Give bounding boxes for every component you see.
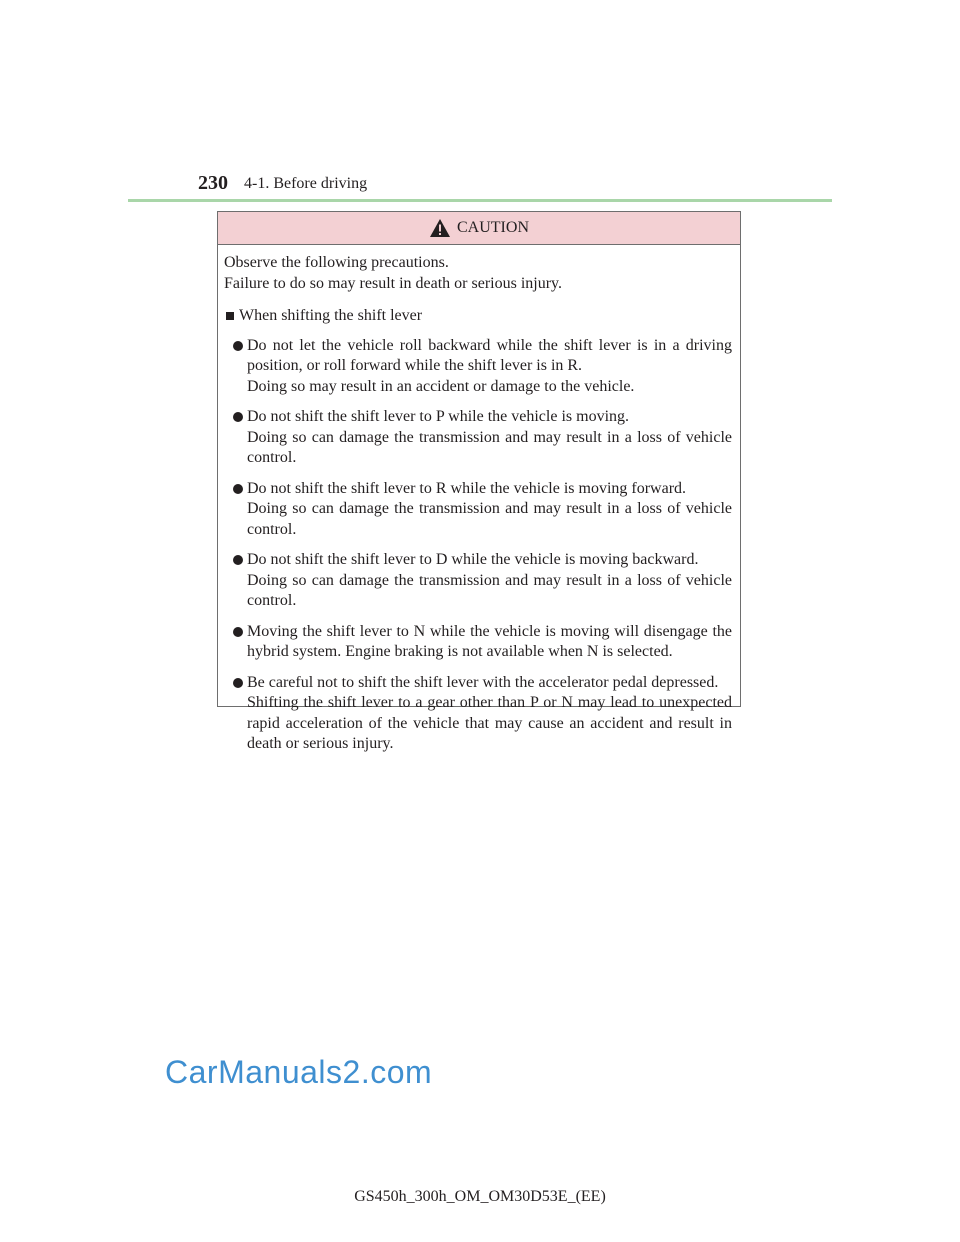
bullet-text: Doing so can damage the transmission and may result in a loss of vehicle control. <box>247 571 732 609</box>
watermark-link[interactable]: CarManuals2.com <box>165 1054 433 1090</box>
bullet-text: Be careful not to shift the shift lever with the accelerator pedal depressed. <box>247 673 719 691</box>
header-divider <box>128 199 832 202</box>
caution-header <box>218 212 740 245</box>
bullet-text: Do not let the vehicle roll backward while the shift lever is in a driving position, or roll forward while the shift lever is in R. <box>247 336 732 374</box>
list-item <box>247 479 734 541</box>
bullet-text: Doing so can damage the transmission and may result in a loss of vehicle control. <box>247 428 732 466</box>
list-item <box>247 336 734 398</box>
footer-code: GS450h_300h_OM_OM30D53E_(EE) <box>354 1188 606 1205</box>
caution-intro <box>224 253 734 294</box>
section-title: 4-1. Before driving <box>244 175 368 192</box>
caution-box <box>217 211 741 752</box>
list-item <box>247 550 734 612</box>
intro-line: Observe the following precautions. <box>224 254 449 271</box>
caution-body <box>218 245 740 755</box>
caution-subheading <box>224 306 734 327</box>
bullet-text: Do not shift the shift lever to R while the vehicle is moving forward. <box>247 479 687 497</box>
list-item <box>247 407 734 469</box>
subheading-text: When shifting the shift lever <box>239 307 423 324</box>
caution-title: CAUTION <box>457 219 529 236</box>
bullet-dot-icon <box>233 412 243 422</box>
bullet-text: Moving the shift lever to N while the vehicle is moving will disengage the hybrid system. Engine braking is not available when N is selected. <box>247 622 732 660</box>
square-bullet-icon <box>226 312 234 320</box>
bullet-dot-icon <box>233 678 243 688</box>
bullet-dot-icon <box>233 555 243 565</box>
list-item <box>247 622 734 663</box>
bullet-text: Do not shift the shift lever to P while the vehicle is moving. <box>247 408 630 425</box>
list-item <box>247 673 734 755</box>
page-number: 230 <box>198 172 228 194</box>
bullet-text: Doing so may result in an accident or damage to the vehicle. <box>247 377 635 395</box>
bullet-dot-icon <box>233 341 243 351</box>
bullet-dot-icon <box>233 627 243 637</box>
caution-list <box>224 336 734 755</box>
bullet-text: Doing so can damage the transmission and may result in a loss of vehicle control. <box>247 500 732 538</box>
warning-triangle-icon <box>429 218 451 238</box>
bullet-text: Do not shift the shift lever to D while the vehicle is moving backward. <box>247 551 699 568</box>
bullet-dot-icon <box>233 484 243 494</box>
bullet-text: Shifting the shift lever to a gear other than P or N may lead to unexpected rapid acceleration of the vehicle that may cause an accident and result in death or serious injury. <box>247 694 732 752</box>
intro-line: Failure to do so may result in death or serious injury. <box>224 274 563 292</box>
